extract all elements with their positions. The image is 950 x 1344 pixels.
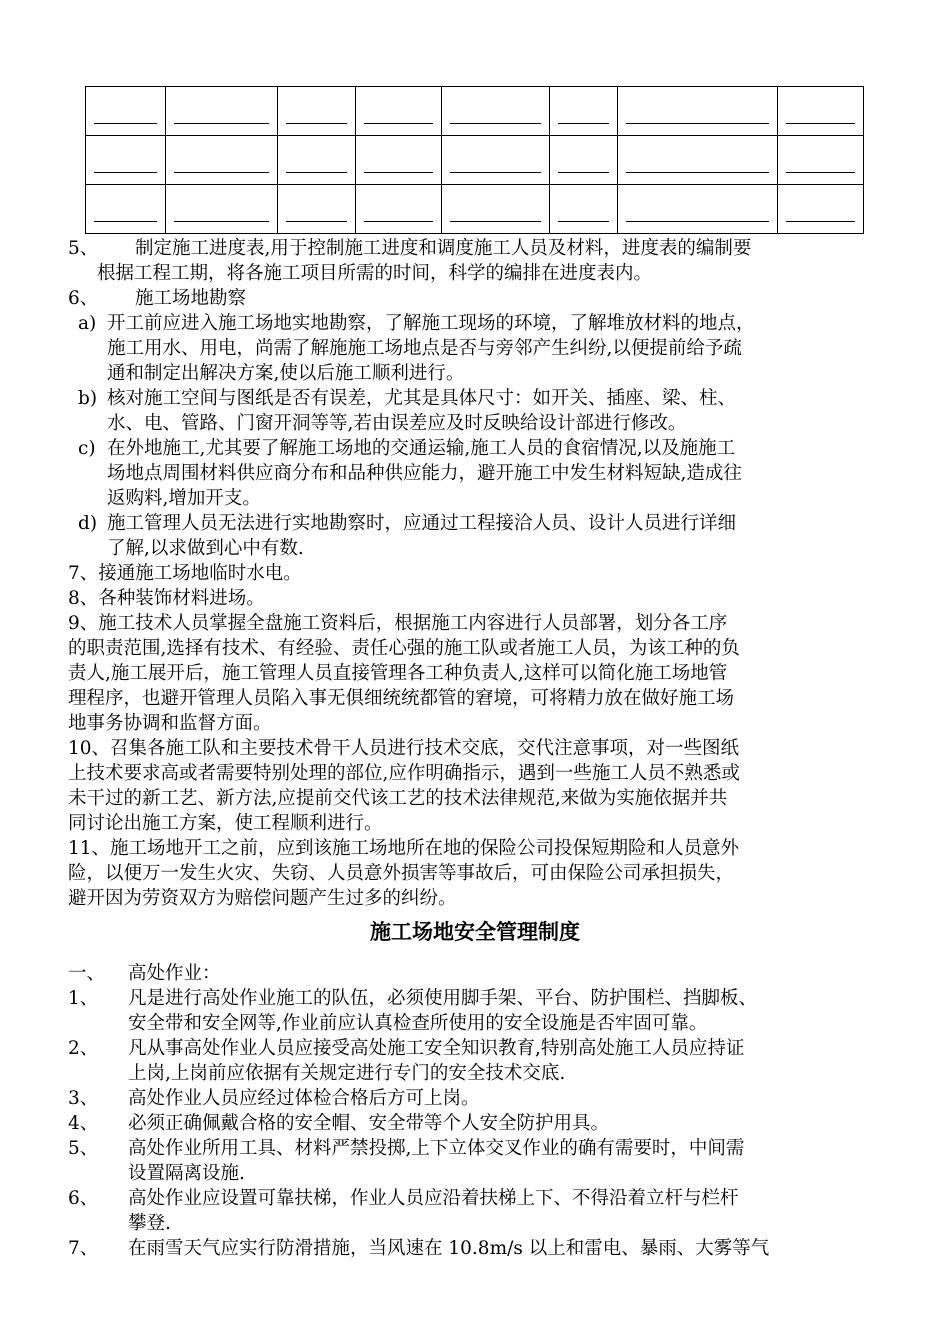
- item-text-line: 必须正确佩戴合格的安全帽、安全带等个人安全防护用具。: [128, 1113, 610, 1134]
- fill-in-blank-line: [364, 211, 433, 222]
- item-number: 2、: [68, 1038, 99, 1059]
- item-number: 6、: [68, 288, 99, 309]
- blank-table-row: [86, 136, 864, 185]
- fill-in-blank-line: [450, 211, 541, 222]
- item-number: 4、: [68, 1113, 99, 1134]
- item-text-line: 高处作业所用工具、材料严禁投掷,上下立体交叉作业的确有需要时，中间需: [128, 1138, 745, 1159]
- blank-table-cell: [778, 87, 864, 136]
- item-number: 1、: [68, 988, 99, 1009]
- item-text-line: 施工管理人员无法进行实地勘察时，应通过工程接洽人员、设计人员进行详细: [107, 513, 737, 534]
- item-number: 5、: [68, 1138, 99, 1159]
- blank-table-row: [86, 185, 864, 234]
- fill-in-blank-line: [364, 162, 433, 173]
- fill-in-blank-line: [558, 211, 609, 222]
- blank-table-cell: [356, 136, 442, 185]
- fill-in-blank-line: [286, 113, 347, 124]
- blank-table-cell: [166, 185, 278, 234]
- blank-table-cell: [550, 87, 618, 136]
- fill-in-blank-line: [174, 113, 269, 124]
- item-text-line: 水、电、管路、门窗开洞等等,若由误差应及时反映给设计部进行修改。: [107, 413, 687, 434]
- item-text-line: 高处作业人员应经过体检合格后方可上岗。: [128, 1088, 480, 1109]
- paragraph-line: 8、各种装饰材料进场。: [68, 588, 265, 609]
- preparation-items: [68, 561, 740, 911]
- fill-in-blank-line: [174, 162, 269, 173]
- item-number: d): [78, 513, 98, 534]
- blank-table-cell: [778, 185, 864, 234]
- paragraph-line: 理程序，也避开管理人员陷入事无俱细统统都管的窘境，可将精力放在做好施工场: [68, 688, 735, 709]
- item-number: 一、: [68, 963, 106, 984]
- item-text-line: 通和制定出解决方案,使以后施工顺利进行。: [107, 363, 465, 384]
- item-text-line: 根据工程工期，将各施工项目所需的时间，科学的编排在进度表内。: [97, 263, 653, 284]
- paragraph-line: 地事务协调和监督方面。: [68, 713, 272, 734]
- blank-table-cell: [166, 87, 278, 136]
- blank-table-cell: [618, 136, 778, 185]
- item-text-line: 攀登.: [128, 1213, 171, 1234]
- paragraph-line: 避开因为劳资双方为赔偿问题产生过多的纠纷。: [68, 888, 457, 909]
- blank-table-cell: [550, 185, 618, 234]
- blank-table-cell: [442, 87, 550, 136]
- blank-table-cell: [618, 185, 778, 234]
- fill-in-blank-line: [626, 113, 769, 124]
- item-text-line: 场地点周围材料供应商分布和品种供应能力，避开施工中发生材料短缺,造成往: [107, 463, 742, 484]
- item-text-line: 返购料,增加开支。: [107, 488, 261, 509]
- item-text-line: 上岗,上岗前应依据有关规定进行专门的安全技术交底.: [128, 1063, 566, 1084]
- paragraph-line: 的职责范围,选择有技术、有经验、责任心强的施工队或者施工人员，为该工种的负: [68, 638, 740, 659]
- blank-table-cell: [356, 87, 442, 136]
- blank-table-cell: [278, 185, 356, 234]
- fill-in-blank-line: [786, 211, 855, 222]
- item-number: b): [78, 388, 98, 409]
- fill-in-blank-line: [94, 162, 157, 173]
- item-text-line: 了解,以求做到心中有数.: [107, 538, 304, 559]
- item-number: 3、: [68, 1088, 99, 1109]
- blank-table-cell: [550, 136, 618, 185]
- item-text-line: 施工用水、用电，尚需了解施施工场地点是否与旁邻产生纠纷,以便提前给予疏: [107, 338, 742, 359]
- blank-fill-table: [85, 86, 864, 234]
- paragraph-line: 7、接通施工场地临时水电。: [68, 563, 302, 584]
- item-number: a): [78, 313, 97, 334]
- blank-table-row: [86, 87, 864, 136]
- item-text-line: 核对施工空间与图纸是否有误差，尤其是具体尺寸：如开关、插座、梁、柱、: [107, 388, 737, 409]
- fill-in-blank-line: [558, 162, 609, 173]
- paragraph-line: 上技术要求高或者需要特别处理的部位,应作明确指示，遇到一些施工人员不熟悉或: [68, 763, 740, 784]
- item-text-line: 在雨雪天气应实行防滑措施，当风速在 10.8m/s 以上和雷电、暴雨、大雾等气: [128, 1238, 770, 1259]
- blank-table-cell: [86, 87, 166, 136]
- fill-in-blank-line: [286, 211, 347, 222]
- paragraph-line: 责人,施工展开后，施工管理人员直接管理各工种负责人,这样可以简化施工场地管: [68, 663, 728, 684]
- paragraph-line: 险，以便万一发生火灾、失窃、人员意外损害等事故后，可由保险公司承担损失，: [68, 863, 735, 884]
- paragraph-line: 10、召集各施工队和主要技术骨干人员进行技术交底，交代注意事项，对一些图纸: [68, 738, 740, 759]
- planning-items: [0, 236, 950, 561]
- blank-table-cell: [442, 136, 550, 185]
- item-text-line: 安全带和安全网等,作业前应认真检查所使用的安全设施是否牢固可靠。: [128, 1013, 708, 1034]
- item-number: 6、: [68, 1188, 99, 1209]
- blank-table-cell: [778, 136, 864, 185]
- blank-table-cell: [356, 185, 442, 234]
- safety-rules: [0, 961, 950, 1261]
- item-text-line: 制定施工进度表,用于控制施工进度和调度施工人员及材料，进度表的编制要: [135, 238, 752, 259]
- paragraph-line: 同讨论出施工方案，使工程顺利进行。: [68, 813, 383, 834]
- item-text-line: 凡从事高处作业人员应接受高处施工安全知识教育,特别高处施工人员应持证: [128, 1038, 745, 1059]
- fill-in-blank-line: [450, 162, 541, 173]
- item-text-line: 高处作业应设置可靠扶梯，作业人员应沿着扶梯上下、不得沿着立杆与栏杆: [128, 1188, 739, 1209]
- fill-in-blank-line: [626, 162, 769, 173]
- item-text-line: 高处作业：: [128, 963, 221, 984]
- fill-in-blank-line: [450, 113, 541, 124]
- fill-in-blank-line: [94, 113, 157, 124]
- item-text-line: 施工场地勘察: [135, 288, 247, 309]
- item-text-line: 凡是进行高处作业施工的队伍，必须使用脚手架、平台、防护围栏、挡脚板、: [128, 988, 758, 1009]
- fill-in-blank-line: [786, 162, 855, 173]
- blank-table-cell: [278, 87, 356, 136]
- fill-in-blank-line: [626, 211, 769, 222]
- item-text-line: 开工前应进入施工场地实地勘察，了解施工现场的环境，了解堆放材料的地点，: [107, 313, 755, 334]
- item-text-line: 设置隔离设施.: [128, 1163, 245, 1184]
- paragraph-line: 9、施工技术人员掌握全盘施工资料后，根据施工内容进行人员部署，划分各工序: [68, 613, 728, 634]
- item-number: c): [78, 438, 96, 459]
- fill-in-blank-line: [174, 211, 269, 222]
- paragraph-line: 11、施工场地开工之前，应到该施工场地所在地的保险公司投保短期险和人员意外: [68, 838, 740, 859]
- blank-table-cell: [86, 185, 166, 234]
- blank-table-cell: [86, 136, 166, 185]
- item-text-line: 在外地施工,尤其要了解施工场地的交通运输,施工人员的食宿情况,以及施施工: [107, 438, 736, 459]
- item-number: 7、: [68, 1238, 99, 1259]
- item-number: 5、: [68, 238, 99, 259]
- fill-in-blank-line: [94, 211, 157, 222]
- fill-in-blank-line: [786, 113, 855, 124]
- fill-in-blank-line: [286, 162, 347, 173]
- blank-table-cell: [278, 136, 356, 185]
- fill-in-blank-line: [364, 113, 433, 124]
- fill-in-blank-line: [558, 113, 609, 124]
- blank-table-cell: [166, 136, 278, 185]
- blank-table-cell: [442, 185, 550, 234]
- blank-table-cell: [618, 87, 778, 136]
- paragraph-line: 未干过的新工艺、新方法,应提前交代该工艺的技术法律规范,来做为实施依据并共: [68, 788, 728, 809]
- section-heading: 施工场地安全管理制度: [370, 919, 580, 944]
